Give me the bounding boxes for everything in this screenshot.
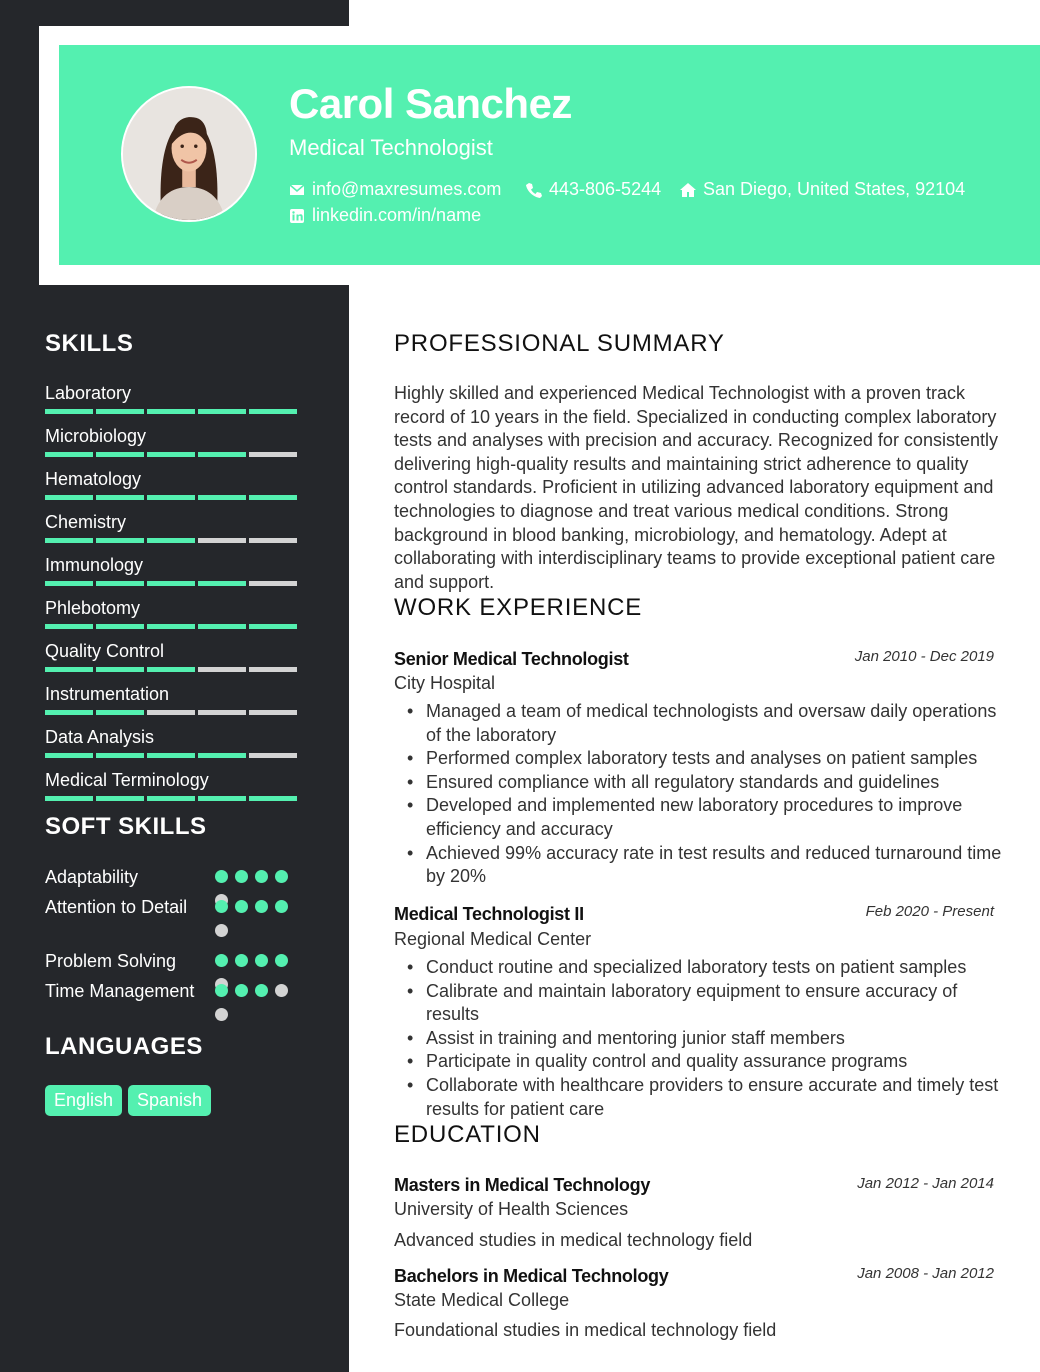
degree-description: Foundational studies in medical technology field <box>394 1320 777 1340</box>
skill-bar-segment <box>249 796 297 801</box>
rating-dot <box>215 984 228 997</box>
rating-dot <box>215 1008 228 1021</box>
skill-item <box>45 640 305 680</box>
skill-bar-segment <box>147 753 195 758</box>
soft-skill-item <box>45 979 295 1003</box>
skill-rating-bar <box>45 409 300 414</box>
candidate-name: Carol Sanchez <box>289 80 572 127</box>
rating-dot <box>255 870 268 883</box>
skill-bar-segment <box>249 710 297 715</box>
job-bullets <box>394 700 1004 889</box>
job-title: Medical Technologist II <box>394 904 584 924</box>
soft-skill-name: Attention to Detail <box>45 897 188 917</box>
email-text: info@maxresumes.com <box>312 179 502 199</box>
skill-bar-segment <box>45 538 93 543</box>
skill-item <box>45 597 305 637</box>
skill-item <box>45 726 305 766</box>
job-bullet: • Ensured compliance with all regulatory standards and guidelines <box>394 771 1004 795</box>
skill-bar-segment <box>45 409 93 414</box>
skill-rating-bar <box>45 624 300 629</box>
soft-skill-name: Time Management <box>45 981 195 1001</box>
rating-dot <box>275 984 288 997</box>
skill-bar-segment <box>96 452 144 457</box>
home-icon <box>680 182 696 198</box>
education-heading: EDUCATION <box>394 1121 541 1148</box>
soft-skill-name: Adaptability <box>45 867 139 887</box>
rating-dot <box>235 984 248 997</box>
skill-bar-segment <box>96 796 144 801</box>
summary-heading: PROFESSIONAL SUMMARY <box>394 330 725 357</box>
rating-dot <box>255 984 268 997</box>
rating-dot <box>235 870 248 883</box>
rating-dot <box>215 954 228 967</box>
degree-dates: Jan 2012 - Jan 2014 <box>857 1175 994 1192</box>
job-title: Senior Medical Technologist <box>394 649 629 669</box>
skill-bar-segment <box>45 452 93 457</box>
linkedin-text: linkedin.com/in/name <box>312 205 482 225</box>
skill-bar-segment <box>96 495 144 500</box>
job-bullet: • Conduct routine and specialized laboratory tests on patient samples <box>394 956 1004 980</box>
skill-bar-segment <box>45 710 93 715</box>
contact-linkedin[interactable] <box>289 205 481 226</box>
skill-item <box>45 382 305 422</box>
job-bullet: • Managed a team of medical technologists and oversaw daily operations of the laboratory <box>394 700 1004 747</box>
skill-bar-segment <box>249 753 297 758</box>
soft-skill-item <box>45 949 295 973</box>
skill-bar-segment <box>96 581 144 586</box>
skill-bar-segment <box>198 452 246 457</box>
skill-bar-segment <box>198 753 246 758</box>
skill-bar-segment <box>249 538 297 543</box>
skill-item <box>45 769 305 809</box>
skill-bar-segment <box>198 495 246 500</box>
skill-bar-segment <box>96 409 144 414</box>
job-employer: City Hospital <box>394 673 496 693</box>
language-tag-english: English <box>45 1085 122 1116</box>
job-dates: Feb 2020 - Present <box>865 903 994 920</box>
skill-bar-segment <box>249 624 297 629</box>
skill-name: Phlebotomy <box>45 598 141 618</box>
skill-rating-bar <box>45 452 300 457</box>
rating-dot <box>255 954 268 967</box>
soft-skill-item <box>45 895 295 919</box>
skill-bar-segment <box>249 581 297 586</box>
phone-text: 443-806-5244 <box>549 179 662 199</box>
school-name: State Medical College <box>394 1290 570 1310</box>
avatar <box>121 86 257 222</box>
skill-name: Hematology <box>45 469 142 489</box>
skill-bar-segment <box>249 495 297 500</box>
skill-bar-segment <box>198 409 246 414</box>
skill-bar-segment <box>147 452 195 457</box>
skill-item <box>45 468 305 508</box>
contact-email[interactable] <box>289 179 501 200</box>
job-bullets <box>394 956 1004 1121</box>
skill-bar-segment <box>198 581 246 586</box>
skill-bar-segment <box>198 538 246 543</box>
job-employer: Regional Medical Center <box>394 929 592 949</box>
skill-bar-segment <box>147 796 195 801</box>
skill-rating-bar <box>45 796 300 801</box>
skill-rating-bar <box>45 495 300 500</box>
rating-dot <box>275 900 288 913</box>
skill-bar-segment <box>147 667 195 672</box>
skill-bar-segment <box>249 667 297 672</box>
address-text: San Diego, United States, 92104 <box>703 179 966 199</box>
skill-rating-bar <box>45 667 300 672</box>
skill-rating-bar <box>45 581 300 586</box>
skill-item <box>45 554 305 594</box>
skill-rating-bar <box>45 538 300 543</box>
job-bullet: • Assist in training and mentoring junior staff members <box>394 1027 1004 1051</box>
language-tag-spanish: Spanish <box>128 1085 211 1116</box>
skill-rating-bar <box>45 710 300 715</box>
skill-bar-segment <box>198 624 246 629</box>
skill-bar-segment <box>147 538 195 543</box>
rating-dot <box>235 900 248 913</box>
skill-bar-segment <box>45 624 93 629</box>
degree-description: Advanced studies in medical technology field <box>394 1230 753 1250</box>
soft-skill-name: Problem Solving <box>45 951 177 971</box>
skill-bar-segment <box>45 495 93 500</box>
rating-dot <box>275 954 288 967</box>
profile-photo <box>123 88 255 220</box>
skill-bar-segment <box>147 624 195 629</box>
skill-bar-segment <box>147 710 195 715</box>
job-dates: Jan 2010 - Dec 2019 <box>854 648 994 665</box>
degree-title: Masters in Medical Technology <box>394 1175 651 1195</box>
rating-dot <box>215 870 228 883</box>
skill-bar-segment <box>96 624 144 629</box>
skill-bar-segment <box>147 581 195 586</box>
skill-bar-segment <box>249 409 297 414</box>
linkedin-icon <box>289 208 305 224</box>
rating-dot <box>215 924 228 937</box>
skill-name: Chemistry <box>45 512 127 532</box>
skill-name: Immunology <box>45 555 144 575</box>
skill-bar-segment <box>45 581 93 586</box>
skill-bar-segment <box>147 495 195 500</box>
job-bullet: • Performed complex laboratory tests and analyses on patient samples <box>394 747 1004 771</box>
contact-address <box>680 179 965 200</box>
degree-dates: Jan 2008 - Jan 2012 <box>857 1265 994 1282</box>
skill-bar-segment <box>198 710 246 715</box>
skill-name: Microbiology <box>45 426 147 446</box>
job-bullet: • Developed and implemented new laboratory procedures to improve efficiency and accuracy <box>394 794 1004 841</box>
degree-title: Bachelors in Medical Technology <box>394 1266 669 1286</box>
skill-item <box>45 511 305 551</box>
skill-bar-segment <box>45 796 93 801</box>
skill-name: Quality Control <box>45 641 165 661</box>
contact-phone[interactable] <box>526 179 661 200</box>
soft-skills-heading: SOFT SKILLS <box>45 813 207 840</box>
skill-bar-segment <box>96 538 144 543</box>
candidate-title: Medical Technologist <box>289 135 493 160</box>
skill-bar-segment <box>45 753 93 758</box>
job-bullet: • Achieved 99% accuracy rate in test results and reduced turnaround time by 20% <box>394 842 1004 889</box>
skill-bar-segment <box>96 710 144 715</box>
skill-bar-segment <box>96 753 144 758</box>
skill-bar-segment <box>249 452 297 457</box>
rating-dot <box>215 900 228 913</box>
rating-dot <box>255 900 268 913</box>
skill-bar-segment <box>198 667 246 672</box>
skills-heading: SKILLS <box>45 330 134 357</box>
skill-name: Instrumentation <box>45 684 170 704</box>
skill-item <box>45 425 305 465</box>
job-bullet: • Participate in quality control and quality assurance programs <box>394 1050 1004 1074</box>
skill-name: Data Analysis <box>45 727 155 747</box>
skill-rating-bar <box>45 753 300 758</box>
envelope-icon <box>289 182 305 198</box>
school-name: University of Health Sciences <box>394 1199 629 1219</box>
experience-heading: WORK EXPERIENCE <box>394 594 643 621</box>
rating-dot <box>235 954 248 967</box>
skill-item <box>45 683 305 723</box>
skill-bar-segment <box>45 667 93 672</box>
rating-dot <box>275 870 288 883</box>
skill-bar-segment <box>96 667 144 672</box>
skill-bar-segment <box>198 796 246 801</box>
phone-icon <box>526 182 542 198</box>
skill-bar-segment <box>147 409 195 414</box>
languages-heading: LANGUAGES <box>45 1033 203 1060</box>
soft-skill-item <box>45 865 295 889</box>
skill-name: Medical Terminology <box>45 770 209 790</box>
job-bullet: • Collaborate with healthcare providers to ensure accurate and timely test results for patient care <box>394 1074 1004 1121</box>
job-bullet: • Calibrate and maintain laboratory equipment to ensure accuracy of results <box>394 980 1004 1027</box>
skill-name: Laboratory <box>45 383 132 403</box>
summary-text: Highly skilled and experienced Medical Technologist with a proven track record of 10 years in the field. Specialized in conducting complex laboratory tests and analyses with precision and accuracy. Recognized for consistently delivering high-quality results and maintaining strict adherence to quality control standards. Proficient in utilizing advanced laboratory equipment and technologies to diagnose and treat various medical conditions. Strong background in blood banking, microbiology, and hematology. Adept at collaborating with interdisciplinary teams to provide exceptional patient care and support. <box>394 383 998 592</box>
